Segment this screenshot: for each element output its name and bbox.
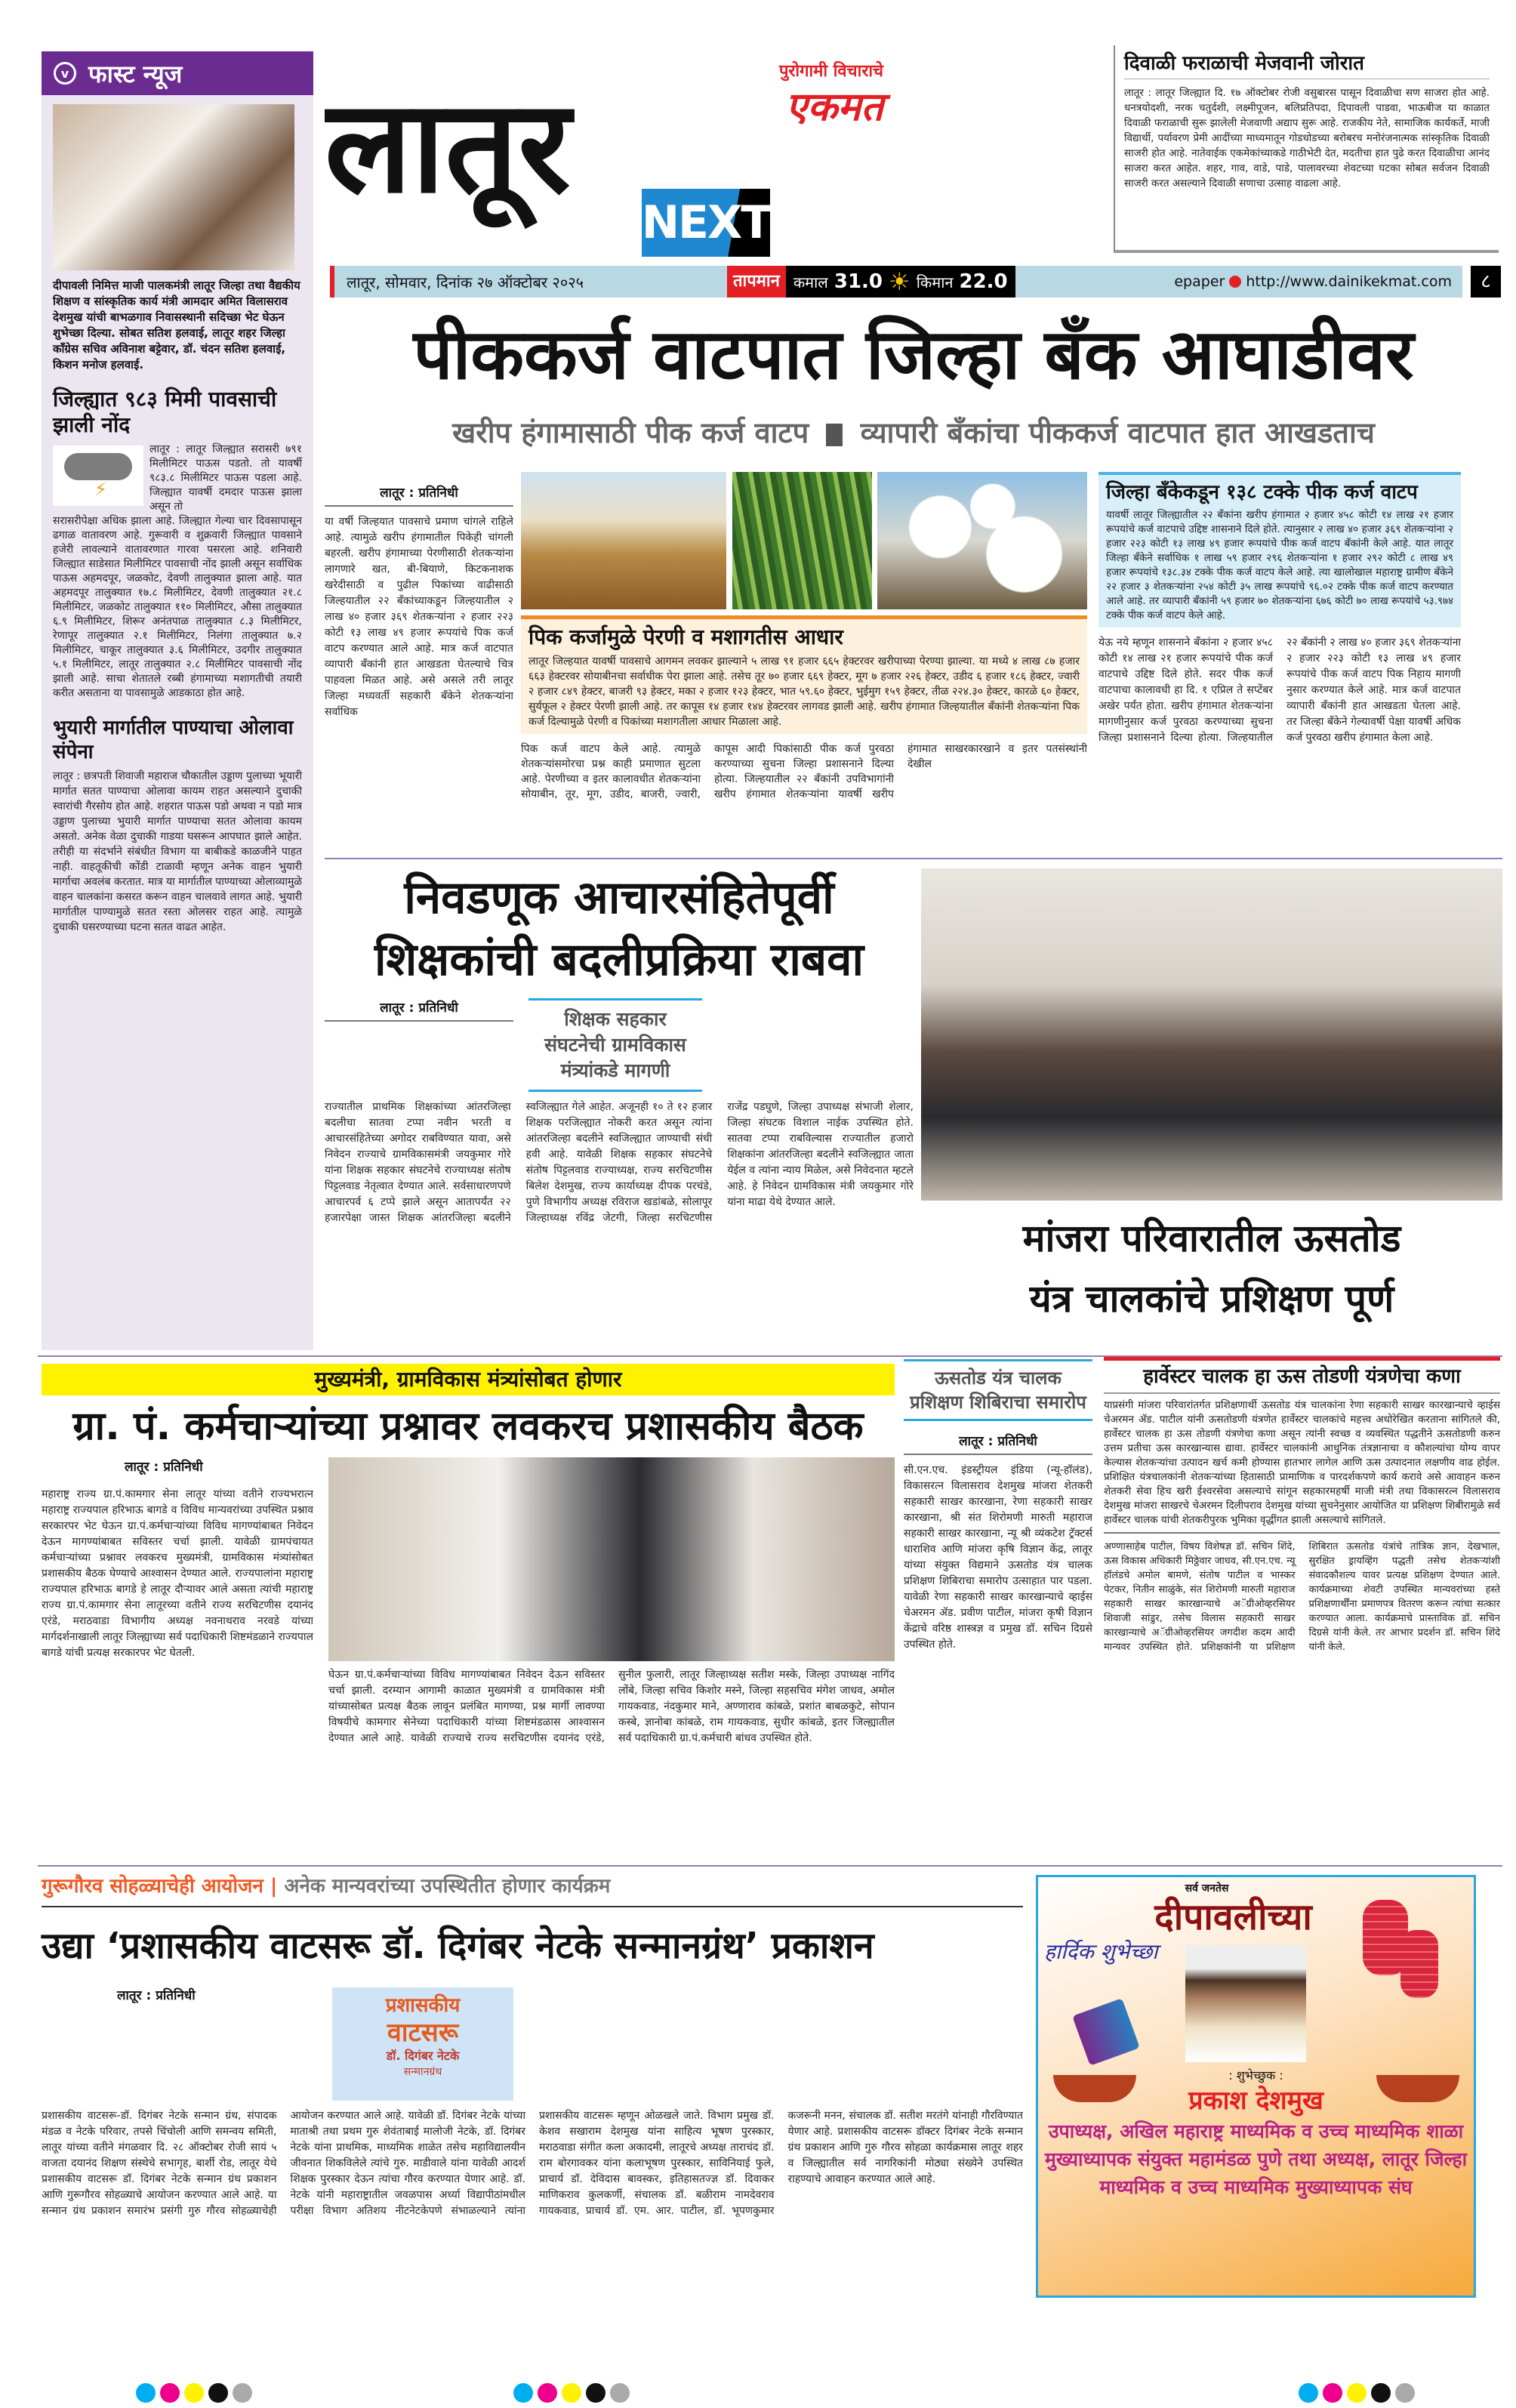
subway-body: लातूर : छत्रपती शिवाजी महाराज चौकातील उड्डाण पुलाच्या भूयारी मार्गात सतत पाण्याचा ओलावा कायम राहत असल्याने दुचाकी स्वारांची गैरसोय होत आहे. शहरात पाऊस पडो अथवा न पडो मात्र उड्डाण पुलाच्या भुयारी मार्गात पाण्याचा सतत ओलावा कायम असतो. अनेक वेळा दुचाकी गाडया घसरून आपघात झाले आहेत. तरीही या संदर्भाने संबंधीत विभाग या बाबीकडे काळजीने पाहत नाही. वाहतूकीची कोंडी टाळावी म्हणून अनेक वाहन भुयारी मार्गाचा अवलंब करतात. मात्र या मार्गातील पाण्याच्या ओलाव्यामुळे वाहन चालकांना कसरत करून वाहन चालवावे लागत आहे. भुयारी मार्गातील पाण्यामुळे सतत रस्ता ओलसर राहत आहे. त्यामुळे दुचाकी घसरण्याच्या घटना सतत वाढत आहेत. — [53, 770, 302, 933]
lead-body-right: येऊ नये म्हणून शासनाने बँकांना २ हजार ४५८ कोटी १४ लाख २१ हजार रूपयांचे पीक कर्ज वाटपाचे उद्दिष्ट दिले होते. सदर पीक कर्ज वाटपाचा कालावधी हा दि. १ एप्रिल ते सप्टेंबर अखेर पर्यंत होता. खरीप हंगामात शेतकऱ्यांना मागणीनुसार कर्ज पुरवठा करण्याच्या सुचना जिल्हा प्रशासनाने दिल्या होत्या. जिल्हयातील २२ बँकांनी २ लाख ४० हजार ३६९ शेतकऱ्यांना २ हजार २२३ कोटी १३ लाख ४९ हजार रूपयांचे पीक कर्ज वाटप पिक निहाय मागणी नुसार करण्यात केले आहे. मात्र कर्ज वाटपात व्यापारी बँकांनी हात आखडता घेतला आहे. तर जिल्हा बँकेने गेल्यावर्षी पेक्षा यावर्षी अधिक कर्ज पुरवठा खरीप हंगामात केला आहे. — [1098, 637, 1461, 744]
gray-dot — [1395, 2383, 1415, 2403]
teachers-section — [325, 867, 914, 1348]
fast-news-label: फास्ट न्यूज — [88, 59, 183, 88]
gp-kicker: मुख्यमंत्री, ग्रामविकास मंत्र्यांसोबत होणार — [314, 1367, 622, 1392]
cursor-icon — [1229, 276, 1241, 288]
masthead-title: लातूर — [325, 72, 571, 222]
training-class-photo — [921, 868, 1502, 1201]
news-photo-felicitation — [53, 104, 294, 270]
cyan-dot — [513, 2383, 533, 2403]
black-dot — [208, 2383, 228, 2403]
orange-info-box — [521, 615, 1087, 734]
min-temp-label: किमान — [916, 273, 954, 291]
magenta-dot — [160, 2383, 180, 2403]
black-dot — [1371, 2383, 1391, 2403]
cyan-dot — [1299, 2383, 1318, 2403]
blue-box-body: यावर्षी लातूर जिल्ह्यातील २२ बँकांना खरीप हंगामात २ हजार ४५८ कोटी १४ लाख २१ हजार रूपयांचे कर्ज वाटपाचे उद्दिष्ट शासनाने दिले होते. त्यानुसार २ लाख ४० हजार ३६९ शेतकऱ्यांना २ हजार २२३ कोटी १३ लाख ४९ हजार रूपयांचे पीक कर्ज वाटप बँकांनी केले आहे. यात लातूर जिल्हा बँकेने सर्वाधिक १ लाख ५९ हजार २९६ शेतकऱ्यांना १ हजार २९२ कोटी ८ लाख ४९ हजार रूपयांचे १३८.३४ टक्के पीक कर्ज वाटप केले आहे. त्या खालोखाल महाराष्ट्र ग्रामीण बँकेने २२ हजार ३ शेतकऱ्यांना २५४ कोटी ३५ लाख रूपयांचे ९६.०२ टक्के पीक कर्ज वाटप करण्यात आले आहे. तर व्यापारी बँकांनी ५९ हजार ७० शेतकऱ्यांना ६७६ कोटी ७० लाख रूपयांचे ५३.९७४ टक्के पीक कर्ज वाटप केले आहे. — [1106, 509, 1453, 621]
orange-box-body: लातूर जिल्हयात यावर्षी पावसाचे आगमन लवकर झाल्याने ५ लाख ९१ हजार ६६५ हेक्टरवर खरीपाच्या पेरण्या झाल्या. या मध्ये ४ लाख ८७ हजार ६६३ हेक्टरवर सोयाबीनचा सर्वाधीक पेरा झाला आहे. तसेच तूर ७० हजार ६६९ हेक्टर, मूग ७ हजार २२६ हेक्टर, उडीद ६ हजार १८६ हेक्टर, ज्वारी २ हजार ८४९ हेक्टर, बाजरी ९३ हेक्टर, मका २ हजार १२३ हेक्टर, भात ५९.६० हेक्टर, भुईमुग १५९ हेक्टर, तीळ २२४.३० हेक्टर, कारळे ६० हेक्टर, सुर्यफूल २ हेक्टर पेरणी झाली आहे. तर कापूस १४ हजार १४४ हेक्टरवर लागवड झाली आहे. खरीप हंगामात जिल्हयातील बँकांनी शेतकऱ्यांना पिक कर्ज दिल्यामुळे पेरणी व पिकांच्या मशागतीला आधार मिळाला आहे. — [528, 655, 1080, 728]
magenta-dot — [538, 2383, 557, 2403]
blue-box-headline: जिल्हा बँकेकडून १३८ टक्के पीक कर्ज वाटप — [1106, 481, 1418, 504]
brand-logo: एकमत — [785, 85, 883, 130]
date-bar — [330, 266, 1462, 298]
harvester-box-body: याप्रसंगी मांजरा परिवारांतर्गत प्रशिक्षणार्थी ऊसतोड यंत्र चालकांना रेणा सहकारी साखर कारखान्याचे व्हाईस चेअरमन ॲड. पाटील यांनी ऊसतोडणी यंत्रणेत हार्वेस्टर चालकांचे महत्त्व अधोरेखित करताना सांगितले की, हार्वेस्टर चालक हा ऊस तोडणी यंत्रणेचा कणा असून त्यांनी स्वच्छ व व्यवस्थित पद्धतीने ऊसतोडणी करुन उत्तम प्रतीचा ऊस कारखान्यास द्यावा. हार्वेस्टर चालकांनी आधुनिक तंत्रज्ञानाचा व कौशल्यांचा योग्य वापर केल्यास शेतकऱ्यांचा उत्पादन खर्च कमी होण्यास हातभार लागेल आणि ऊस उत्पादनात लक्षणीय वाढ होईल. प्रशिक्षित यंत्रचालकांनी शेतकऱ्यांच्या हितासाठी प्रामाणिक व पारदर्शकपणे कार्य करावे असे आवाहन करुन शेतकरी सेवा हिच खरी ईश्वरसेवा असल्याचे सांगून सहकारमहर्षी माजी मंत्री तथा विकासरत्न विलासराव देशमुख मांजरा साखरचे चेअरमन दिलीपराव देशमुख यांच्या सुचनेनुसार आयोजित या प्रशिक्षण शिबीरामुळे सर्व हार्वेस्टर चालक यांची शेतकरीपुरक भुमिका वृद्धींगत झाली असल्याचे सांगितले. — [1104, 1394, 1500, 1534]
side-title-text: ऊसतोड यंत्र चालक प्रशिक्षण शिबिराचा समारोप — [910, 1367, 1086, 1413]
lead-body: या वर्षी जिल्हयात पावसाचे प्रमाण चांगले राहिले आहे. त्यामुळे खरीप हंगामातील पिकेही चांगली बहरली. खरीप हंगामाच्या पेरणीसाठी शेतकऱ्यांना लागणारे खत, बी-बियाणे, किटकनाशक खरेदीसाठी व पुढील पिकांच्या वाढीसाठी जिल्हयातील २२ बँकांच्याकडून जिल्हयातील २ लाख ४० हजार ३६९ शेतकऱ्यांना २ हजार २२३ कोटी १३ लाख ४९ हजार रूपयांचे पिक कर्ज वाटप करण्यात आले आहे. मात्र कर्ज वाटपात व्यापारी बँकांनी हात आखडता घेतल्याचे चित्र पाहवला मिळत आहे. असे असले तरी लातूर जिल्हा मध्यवर्ती सहकारी बँकेने शेतकऱ्यांना सर्वाधिक — [325, 516, 513, 718]
book-logo — [332, 1987, 513, 2101]
book-byline: लातूर : प्रतिनिधी — [117, 1988, 196, 2003]
manjra-headline-line1: मांजरा परिवारातील ऊसतोड — [1022, 1216, 1401, 1260]
logo-sub: सन्मानग्रंथ — [403, 2066, 442, 2078]
registration-dots — [513, 2383, 634, 2406]
gp-byline: लातूर : प्रतिनिधी — [125, 1460, 203, 1475]
min-temp-value: 22.0 — [959, 270, 1008, 293]
lead-subhead — [325, 412, 1502, 454]
next-logo-text: NEXT — [642, 196, 770, 249]
fast-news-column — [42, 51, 313, 1350]
square-bullet-icon — [826, 424, 843, 446]
book-headline-box — [42, 1912, 1023, 1980]
gray-dot — [610, 2383, 630, 2403]
cotton-photo — [877, 472, 1087, 609]
next-logo — [642, 189, 770, 257]
manjra-headline — [921, 1208, 1502, 1344]
gp-headline: ग्रा. पं. कर्मचाऱ्यांच्या प्रश्नावर लवकरच प्रशासकीय बैठक — [72, 1404, 864, 1449]
book-body: प्रशासकीय वाटसरू-डॉ. दिगंबर नेटके सन्मान ग्रंथ, संपादक मंडळ व नेटके परिवार, तपसे चिंचोली आणि समन्वय समिती, लातूर यांच्या वतीने मंगळवार दि. २८ ऑक्टोबर रोजी सायं ५ वाजता दयानंद शिक्षण संस्थेचे सभागृह, बार्शी रोड, लातूर येथे प्रशासकीय वाटसरू डॉ. दिगंबर नेटके सन्मान ग्रंथ प्रकाशन आणि गुरूगौरव सोहळ्याचे आयोजन करण्यात आले आहे. या सन्मान ग्रंथ प्रकाशन समारंभ प्रसंगी गुरु गौरव सोहळ्याचेही आयोजन करण्यात आले आहे. यावेळी डॉ. दिगंबर नेटके यांच्या माताश्री तथा प्रथम गुरु शेवंताबाई मालोजी नेटके, डॉ. दिगंबर नेटके यांना प्राथमिक, माध्यमिक शाळेत तसेच महाविद्यालयीन जीवनात शिकविलेले त्यांचे गुरु. माडीवाले यांना यावेळी आदर्श शिक्षक पुरस्कार देऊन त्यांचा गौरव करण्यात येणार आहे. डॉ. नेटके यांनी महाराष्ट्रातील जवळपास अर्ध्या विद्यापीठांमधील परीक्षा विभाग अतिशय नीटनेटकेपणे संभाळल्याने त्यांना प्रशासकीय वाटसरू म्हणून ओळखले जाते. विभाग प्रमुख डॉ. केशव सखाराम देशमुख यांना साहित्य भूषण पुरस्कार, मराठवाडा संगीत कला अकादमी, लातूरचे अध्यक्ष ताराचंद डॉ. राम बोरगावकर यांना कलाभूषण पुरस्कार, साविनियाई फुले, प्राचार्य डॉ. देविदास बावस्कर, इतिहासतज्ज्ञ डॉ. दिवाकर माणिकराव कुलकर्णी, संचालक डॉ. बळीराम नामदेवराव गायकवाड, प्राचार्य डॉ. एम. आर. पाटील, डॉ. भूपणकुमार कजरूनी मनन, संचालक डॉ. सतीश मरतंगे यांनाही गौरविण्यात येणार आहे. प्रशासकीय वाटसरू डॉक्टर दिगंबर नेटके सन्मान ग्रंथ प्रकाशन आणि गुरु गौरव सोहळा कार्यक्रमास लातूर शहर व जिल्ह्यातील सर्व नागरिकांनी मोठ्या संख्येने उपस्थित राहण्याचे आवाहन करण्यात आले आहे. — [42, 2110, 1023, 2217]
photo-caption: दीपावली निमित्त माजी पालकमंत्री लातूर जिल्हा तथा वैद्यकीय शिक्षण व सांस्कृतिक कार्य मंत्री आमदार अमित विलासराव देशमुख यांची बाभळगाव निवासस्थानी सदिच्छा भेट घेऊन शुभेच्छा दिल्या. सोबत सतिश हलवाई, लातूर शहर जिल्हा काँग्रेस सचिव अविनाश बट्टेवार, डॉ. चंदन सतिश हलवाई, किशन मनोज हलवाई. — [53, 279, 300, 372]
gp-kicker-banner — [42, 1364, 895, 1395]
logo-name: डॉ. दिगंबर नेटके — [386, 2049, 460, 2063]
teachers-body: राज्यातील प्राथमिक शिक्षकांच्या आंतरजिल्हा बदलीचा सातवा टप्पा नवीन भरती व आचारसंहितेच्या अगोदर राबविण्यात यावा, असे निवेदन राज्याचे ग्रामविकासमंत्री जयकुमार गोरे यांना शिक्षक सहकार संघटनेचे राज्याध्यक्ष संतोष पिट्टलवाड नेतृत्वात देण्यात आले. सर्वसाधारणपणे आचारपर्व ६ टप्पे झाले असून आतापर्यंत २२ हजारपेक्षा जास्त शिक्षक आंतरजिल्हा बदलीने स्वजिल्ह्यात गेले आहेत. अजूनही १० ते १२ हजार शिक्षक परजिल्ह्यात नोकरी करत असून त्यांना आंतरजिल्हा बदलीने स्वजिल्ह्यात जाण्याची संधी हवी आहे. यावेळी शिक्षक सहकार संघटनेचे संतोष पिट्टलवाड राज्याध्यक्ष, राज्य सरचिटणीस बिलेश देशमुख, राज्य कार्याध्यक्ष दीपक परचंडे, पुणे विभागीय अध्यक्ष रविराज खडांबळे, सोलापूर जिल्हाध्यक्ष रविंद्र जेटगी, जिल्हा सरचिटणीस राजेंद्र पडघुणे, जिल्हा उपाध्यक्ष संभाजी शेलार, जिल्हा संघटक विशाल नाईक उपस्थित होते. सातवा टप्पा राबविल्यास राज्यातील हजारो शिक्षकांना आंतरजिल्हा बदलीने स्वजिल्ह्यात जाता येईल व त्यांना न्याय मिळेल, असे निवेदनात म्हटले आहे. हे निवेदन ग्रामविकास मंत्री जयकुमार गोरे यांना माढा येथे देण्यात आले. — [325, 1101, 914, 1224]
temperature-label: तापमान — [727, 266, 786, 298]
brand-tagline: पुरोगामी विचाराचे — [778, 62, 883, 81]
epaper-label: epaper — [1174, 273, 1225, 290]
magenta-dot — [1323, 2383, 1342, 2403]
registration-dots — [1299, 2383, 1419, 2406]
gp-headline-box — [42, 1395, 895, 1457]
max-temp-label: कमाल — [793, 273, 828, 291]
blue-info-box — [1098, 472, 1461, 627]
tur-crop-photo — [732, 472, 872, 609]
lead-headline: पीककर्ज वाटपात जिल्हा बँक आघाडीवर — [413, 314, 1414, 395]
teachers-headline-line1: निवडणूक आचारसंहितेपूर्वी — [404, 871, 834, 924]
gray-dot — [233, 2383, 252, 2403]
advert-portrait — [1185, 1945, 1306, 2062]
section-divider — [325, 858, 1502, 859]
gp-body-right: घेऊन ग्रा.पं.कर्मचाऱ्यांच्या विविध मागण्यांबाबत निवेदन देऊन सविस्तर चर्चा झाली. दरम्यान आगामी काळात मुख्यमंत्री व ग्रामविकास मंत्री यांच्यासोबत प्रत्यक्ष बैठक लावून प्रलंबित मागण्या, प्रश्न मार्गी लावण्या विषयीचे कामगार सेनेच्या पदाधिकारी यांच्या शिष्टमंडळास आश्वासन देण्यात आले आहे. यावेळी राज्याचे राज्य सरचिटणीस दयानंद एरंडे, सुनील फुलारी, लातूर जिल्हाध्यक्ष सतीश मस्के, जिल्हा उपाध्यक्ष नागिंद लोंबे, जिल्हा सचिव किशोर मस्ने, जिल्हा सहसचिव मंगेश जाधव, अमोल गायकवाड, नंदकुमार माने, अण्णाराव कांबळे, प्रशांत बाबळकुटे, सोपान कस्बे, ज्ञानोबा कांबळे, राम गायकवाड, सुधीर कांबळे, इतर जिल्ह्यातील सर्व पदाधिकारी ग्रा.पं.कर्मचारी बांधव उपस्थित होते. — [328, 1669, 895, 1744]
teachers-byline: लातूर : प्रतिनिधी — [325, 998, 513, 1022]
book-kicker-red: गुरूगौरव सोहळ्याचेही आयोजन — [42, 1875, 263, 1898]
epaper-link[interactable]: http://www.dainikekmat.com — [1246, 273, 1452, 290]
teachers-headline — [325, 867, 914, 929]
book-headline: उद्या ‘प्रशासकीय वाटसरू डॉ. दिगंबर नेटके सन्मानग्रंथ’ प्रकाशन — [42, 1925, 874, 1967]
manjra-body-bottom: अण्णासाहेब पाटील, विषय विशेषज्ञ डॉ. सचिन शिंदे, ऊस विकास अधिकारी मिठ्ठेवार जाधव, सी.एन.एच. न्यू हॉलंडचे अमोल बामणे, संतोष पाटील व भास्कर पेटकर, नितीन साळुंके, संत शिरोमणी मारुती महाराज सहकारी साखर कारखान्याचे अॅग्रीओव्हरसियर शिवाजी सांडुर, तसेच विलास सहकारी साखर कारखान्याचे अॅग्रीओव्हरसियर जगदीश कदम आदी मान्यवर उपस्थित होते. प्रशिक्षकांनी या प्रशिक्षण शिबिरात ऊसतोड यंत्रांचे तांत्रिक ज्ञान, देखभाल, सुरक्षित ड्रायव्हिंग पद्धती तसेच शेतकऱ्यांशी संवादकौशल्य यावर प्रत्यक्ष प्रशिक्षण देण्यात आले. कार्यक्रमाच्या शेवटी उपस्थित मान्यवरांच्या हस्ते प्रशिक्षणार्थींना प्रमाणपत्र वितरण करून त्यांचा सत्कार करण्यात आला. कार्यक्रमाचे प्रास्ताविक डॉ. सचिन दिग्रसे यांनी केले. तर आभार प्रदर्शन डॉ. सचिन शिंदे यांनी केले. — [1104, 1541, 1500, 1653]
rain-lead: लातूर : लातूर जिल्ह्यात सरासरी ७९१ मिलीमिटर पाऊस पडतो. तो यावर्षी ९८३.८ मिलीमिटर पाऊस पडला आहे. जिल्ह्यात यावर्षी दमदार पाऊस झाला असून तो — [149, 443, 302, 513]
advert-name: प्रकाश देशमुख — [1188, 2086, 1323, 2116]
harvester-box-headline: हार्वेस्टर चालक हा ऊस तोडणी यंत्रणेचा कणा — [1104, 1361, 1500, 1394]
manjra-side-title — [904, 1359, 1092, 1421]
manjra-body-left: सी.एन.एच. इंडस्ट्रीयल इंडिया (न्यू-हॉलंड), विकासरत्न विलासराव देशमुख मांजरा शेतकरी सहकारी साखर कारखाना, रेणा सहकारी साखर कारखाना, श्री संत शिरोमणी मारुती महाराज सहकारी साखर कारखाना, न्यू श्री व्यंकटेश ट्रॅक्टर्स धाराशिव आणि मांजरा कृषि विज्ञान केंद्र, लातूर यांच्या संयुक्त विद्यमाने ऊसतोड यंत्र चालक प्रशिक्षण शिबिराचा समारोप उत्साहात पार पडला. यावेळी रेणा सहकारी साखर कारखान्याचे व्हाईस चेअरमन ॲड. प्रवीण पाटील, मांजरा कृषी विज्ञान केंद्राचे वरिष्ठ शास्त्रज्ञ व प्रमुख डॉ. सचिन दिग्रसे उपस्थित होते. — [904, 1464, 1092, 1651]
top-news-box — [1114, 45, 1499, 253]
rain-body: सरासरीपेक्षा अधिक झाला आहे. जिल्ह्यात गेल्या चार दिवसापासून ढगाळ वातावरण आहे. गुरूवारी व शुक्रवारी जिल्ह्यात पावसाने हजेरी लावल्याने वातावरणात गारवा पसरला आहे. शनिवारी जिल्ह्यात साडेसात मिलीमिटर पावसाची नोंद झाली असून सर्वाधिक पाऊस अहमदपूर, जळकोट, देवणी तालुक्यात झाला आहे. यात अहमदपूर तालुक्यात १७.८ मिलीमिटर, देवणी तालुक्यात २१.८ मिलीमिटर, जळकोट तालुक्यात ११० मिलीमिटर, औसा तालुक्यात ६.९ मिलीमिटर, शिरूर अनंतपाळ तालुक्यात ८.३ मिलीमिटर, रेणापूर तालुक्यात २.१ मिलीमिटर, निलंगा तालुक्यात ७.२ मिलीमिटर, चाकूर तालुक्यात ३.६ मिलीमिटर, उदगीर तालुक्यात ५.१ मिलीमिटर, लातूर तालुक्यात २.८ मिलीमिटर पावसाची नोंद झाली आहे. साचा शेतातले रब्बी हंगामाच्या मशागतीची तयारी करीत असताना या पावसामुळे आडकाठा होत आहे. — [53, 515, 302, 699]
teachers-headline-line2: शिक्षकांची बदलीप्रक्रिया राबवा — [374, 933, 864, 986]
black-dot — [586, 2383, 605, 2403]
diwali-advert — [1036, 1875, 1476, 2298]
advert-top-small: सर्व जनतेस — [1185, 1882, 1229, 1895]
masthead-title-box — [325, 60, 634, 242]
lead-byline: लातूर : प्रतिनिधी — [325, 483, 513, 507]
rain-cloud-icon: ⚡ — [53, 446, 143, 506]
manjra-headline-line2: यंत्र चालकांचे प्रशिक्षण पूर्ण — [1029, 1277, 1394, 1321]
gp-section — [42, 1364, 895, 1861]
advert-title: दीपावलीच्या — [1154, 1896, 1312, 1938]
logo-line2: वाटसरू — [387, 2018, 459, 2048]
section-divider — [38, 1865, 1502, 1867]
yellow-dot — [562, 2383, 581, 2403]
max-temp-value: 31.0 — [833, 270, 883, 293]
rain-headline: जिल्ह्यात ९८३ मिमी पावसाची झाली नोंद — [53, 387, 277, 437]
book-kicker: गुरूगौरव सोहळ्याचेही आयोजन | अनेक मान्यवरांच्या उपस्थितीत होणार कार्यक्रम — [42, 1873, 1023, 1907]
teachers-headline-row2 — [325, 929, 914, 991]
chevron-down-icon: v — [54, 62, 76, 85]
harvester-box — [1104, 1357, 1500, 1859]
dateline: लातूर, सोमवार, दिनांक २७ ऑक्टोबर २०२५ — [347, 273, 584, 291]
fast-news-header — [42, 51, 313, 95]
manjra-byline: लातूर : प्रतिनिधी — [904, 1432, 1092, 1455]
logo-line1: प्रशासकीय — [385, 1994, 461, 2017]
yellow-dot — [1347, 2383, 1367, 2403]
subhead-left: खरीप हंगामासाठी पीक कर्ज वाटप — [452, 416, 809, 449]
governor-meeting-photo — [328, 1457, 895, 1661]
subway-headline: भुयारी मार्गातील पाण्याचा ओलावा संपेना — [53, 717, 294, 763]
soybean-photo — [521, 472, 726, 609]
temperature-panel — [786, 266, 1015, 298]
book-kicker-gray: अनेक मान्यवरांच्या उपस्थितीत होणार कार्यक्रम — [284, 1875, 611, 1898]
page-number: ८ — [1471, 266, 1501, 298]
orange-box-headline: पिक कर्जामुळे पेरणी व मशागतीस आधार — [528, 624, 843, 649]
teachers-pullquote — [528, 998, 702, 1092]
registration-dots — [136, 2383, 257, 2406]
manjra-side-column — [904, 1359, 1092, 1859]
top-box-headline: दिवाळी फराळाची मेजवानी जोरात — [1124, 48, 1490, 79]
subhead-right: व्यापारी बँकांचा पीककर्ज वाटपात हात आखडताच — [860, 416, 1375, 449]
top-box-body: लातूर : लातूर जिल्ह्यात दि. १७ ऑक्टोबर रोजी वसुबारस पासून दिवाळीचा सण साजरा होत आहे. धनत्रयोदशी, नरक चतुर्दशी, लक्ष्मीपूजन, बलिप्रतिपदा, दिपावली पाडवा, भाऊबीज या काळात दिवाळी फराळाची सुरू झालेली मेजवाणी अद्याप सुरू आहे. राजकीय नेते, सामाजिक कार्यकर्ते, माजी विद्यार्थी, पर्यावरण प्रेमी आदींच्या माध्यमातून गोडधोडच्या बरोबरच मनोरंजनात्मक सांस्कृतिक दिवाळी साजरी होत आहे. नातेवाईक एकमेकांच्याकडे गाठीभेटी देत, मदतीचा हात पुढे करत दिवाळीचा आनंद साजरा करत आहेत. शहर, गाव, वाडे, पाडे, पालावरच्या शेवटच्या घटका सोबत सर्वजन दिवाळी साजरी करत असल्याने दिवाळी सणाचा उत्साह वाढला आहे. — [1124, 87, 1490, 190]
masthead — [325, 60, 929, 257]
lead-body-lower: पिक कर्ज वाटप केले आहे. त्यामुळे शेतकऱ्यांसमोरचा प्रश्न काही प्रमाणात सुटला आहे. पेरणीच्या व इतर कालावधीत शेतकऱ्यांना सोयाबीन, तूर, मूग, उडीद, बाजरी, ज्वारी, कापूस आदी पिकांसाठी पीक कर्ज पुरवठा करण्याच्या सुचना जिल्हा प्रशासनाने दिल्या होत्या. जिल्हयातील २२ बँकांनी उपविभागांनी खरीप हंगामात शेतकऱ्यांना यावर्षी खरीप हंगामात साखरकारखाने व इतर पतसंस्थांनी देखील — [521, 743, 1087, 800]
advert-wisher-label: : शुभेच्छुक : — [1228, 2068, 1283, 2083]
sun-icon: ☀ — [889, 267, 911, 296]
advert-designation: उपाध्यक्ष, अखिल महाराष्ट्र माध्यमिक व उच्च माध्यमिक शाळा मुख्याध्यापक संयुक्त महामंडळ पुणे तथा अध्यक्ष, लातूर जिल्हा माध्यमिक व उच्च माध्यमिक मुख्याध्यापक संघ — [1044, 2120, 1468, 2198]
advert-greeting: हार्दिक शुभेच्छा — [1044, 1939, 1158, 1964]
pullquote-text: शिक्षक सहकार संघटनेची ग्रामविकास मंत्र्यांकडे मागणी — [544, 1008, 686, 1081]
cyan-dot — [136, 2383, 156, 2403]
gp-body-left: महाराष्ट्र राज्य ग्रा.पं.कामगार सेना लातूर यांच्या वतीने राज्यभरात्न महाराष्ट्र राज्यपाल हरिभाऊ बागडे व विविध मान्यवरांच्या उपस्थित प्रश्नाव सरकारपर भेट घेऊन ग्रा.पं.कर्मचाऱ्यांच्या विविध मागण्यांबाबत निवेदन देऊन मागण्यांबाबत सविस्तर चर्चा झाली. यावेळी ग्रामपंचायत कर्मचाऱ्यांच्या प्रश्नावर लवकरच मुख्यमंत्री, ग्रामविकास मंत्र्यांसोबत प्रशासकीय बैठक घेण्याचे आश्वासन देण्यात आले. राज्यपालांना महाराष्ट्र राज्यपाल हरिभाऊ बागडे हे लातूर दौऱ्यावर आले असता त्यांची महाराष्ट्र राज्य ग्रा.पं.कामगार सेना लातूरच्या वतीने राज्य सरचिटणीस दयानंद एरंडे, मराठवाडा विभागीय अध्यक्ष नवनाथराव नरवडे यांच्या मार्गदर्शनाखाली लातूर जिल्ह्याच्या सर्व पदाधिकारी शिष्टमंडळाने राज्यपाल बागडे यांची प्रत्यक्ष सरकारपर भेट घेतली. — [42, 1488, 313, 1659]
lead-headline-box — [325, 306, 1502, 404]
yellow-dot — [184, 2383, 204, 2403]
